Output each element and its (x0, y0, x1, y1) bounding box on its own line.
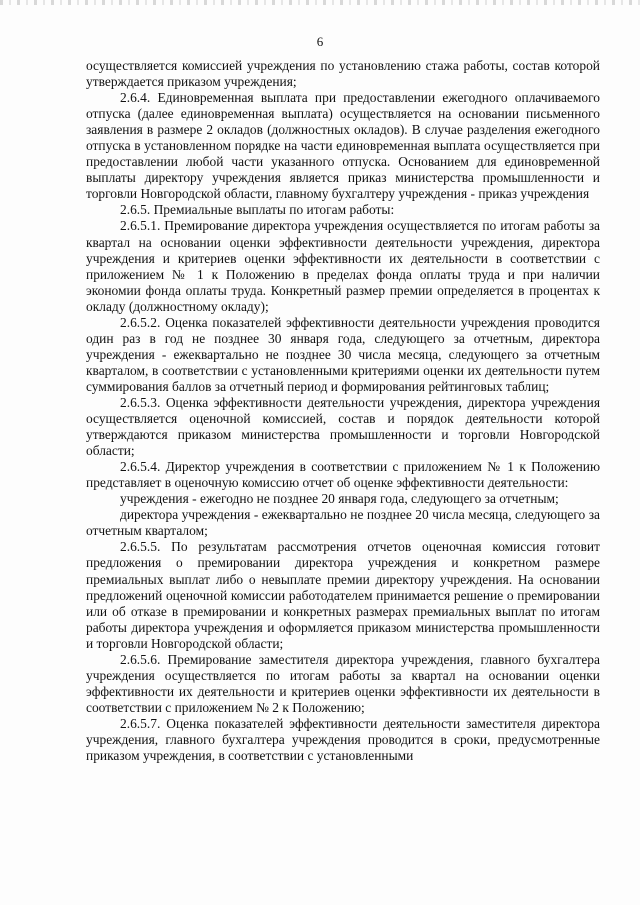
scan-edge-artifact (0, 0, 640, 5)
paragraph-item-director: директора учреждения - ежеквартально не позднее 20 числа месяца, следующего за отчетным кварталом; (86, 507, 600, 539)
paragraph-item-institution: учреждения - ежегодно не позднее 20 января года, следующего за отчетным; (120, 491, 559, 507)
paragraph-2-6-4: 2.6.4. Единовременная выплата при предоставлении ежегодного оплачиваемого отпуска (далее единовременная выплата) осуществляется на основании письменного заявления в размере 2 окладов (должностных окладов). В случае разделения ежегодного отпуска в установленном порядке на части единовременная выплата осуществляется при предоставлении любой части указанного отпуска. Основанием для единовременной выплаты директору учреждения является приказ министерства промышленности и торговли Новгородской области, главному бухгалтеру учреждения - приказ учреждения (86, 90, 600, 202)
paragraph-2-6-5-5: 2.6.5.5. По результатам рассмотрения отчетов оценочная комиссия готовит предложения о премировании директора учреждения и конкретном размере премиальных выплат либо о невыплате премии директору учреждения. На основании предложений оценочной комиссии работодателем принимается решение о премировании или об отказе в премировании и конкретных размерах премиальных выплат по итогам работы директора учреждения и оформляется приказом министерства промышленности и торговли Новгородской области; (86, 539, 600, 651)
paragraph-continuation: осуществляется комиссией учреждения по установлению стажа работы, состав которой утверждается приказом учреждения; (86, 58, 600, 90)
paragraph-2-6-5-4: 2.6.5.4. Директор учреждения в соответствии с приложением № 1 к Положению представляет в оценочную комиссию отчет об оценке эффективности деятельности: (86, 459, 600, 491)
page-number: 6 (316, 34, 324, 49)
paragraph-2-6-5: 2.6.5. Премиальные выплаты по итогам работы: (120, 202, 395, 218)
document-body (86, 58, 600, 764)
paragraph-2-6-5-7: 2.6.5.7. Оценка показателей эффективности деятельности заместителя директора учреждения, главного бухгалтера учреждения проводится в сроки, предусмотренные приказом учреждения, в соответствии с установленными (86, 715, 600, 764)
paragraph-2-6-5-3: 2.6.5.3. Оценка эффективности деятельности учреждения, директора учреждения осуществляется оценочной комиссией, состав и порядок деятельности которой утверждаются приказом министерства промышленности и торговли Новгородской области; (86, 394, 600, 459)
paragraph-2-6-5-6: 2.6.5.6. Премирование заместителя директора учреждения, главного бухгалтера учреждения осуществляется по итогам работы за квартал на основании оценки эффективности их деятельности и критериев оценки эффективности их деятельности в соответствии с приложением № 2 к Положению; (86, 651, 600, 715)
paragraph-2-6-5-1: 2.6.5.1. Премирование директора учреждения осуществляется по итогам работы за квартал на основании оценки эффективности деятельности учреждения, директора учреждения и критериев оценки эффективности их деятельности в соответствии с приложением № 1 к Положению в пределах фонда оплаты труда и при наличии экономии фонда оплаты труда. Конкретный размер премии определяется в процентах к окладу (должностному окладу); (86, 218, 600, 314)
paragraph-2-6-5-2: 2.6.5.2. Оценка показателей эффективности деятельности учреждения проводится один раз в год не позднее 30 января года, следующего за отчетным, директора учреждения - ежеквартально не позднее 30 числа месяца, следующего за отчетным кварталом, в соответствии с установленными критериями оценки их деятельности путем суммирования баллов за отчетный период и формирования рейтинговых таблиц; (86, 314, 600, 394)
